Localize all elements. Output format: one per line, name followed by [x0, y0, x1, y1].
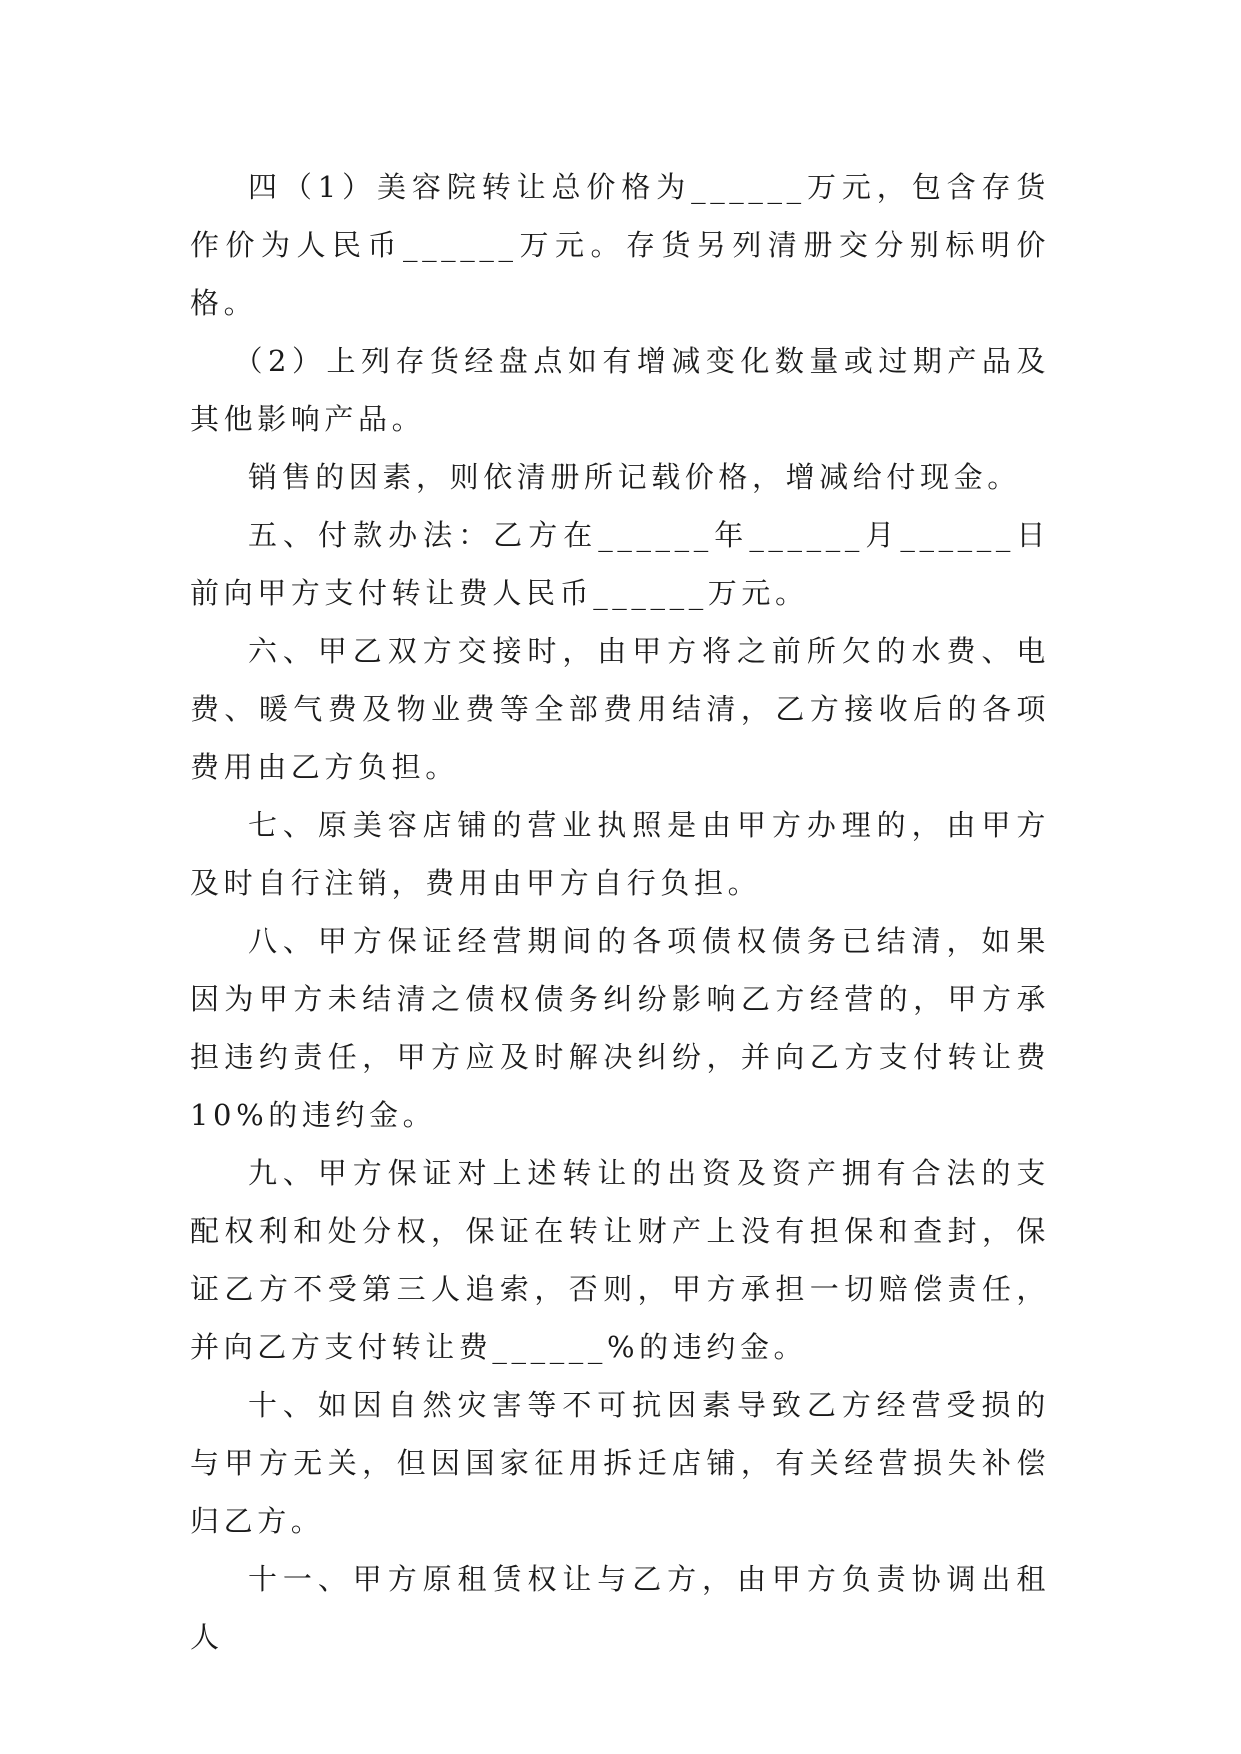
- clause-9-ownership-guarantee: 九、甲方保证对上述转让的出资及资产拥有合法的支配权利和处分权，保证在转让财产上没有担保和查封，保证乙方不受第三人追索，否则，甲方承担一切赔偿责任，并向乙方支付转让费______%的违约金。: [190, 1156, 1050, 1364]
- clause-11-lease-transfer: 十一、甲方原租赁权让与乙方，由甲方负责协调出租人: [190, 1562, 1050, 1654]
- clause-5-payment: 五、付款办法：乙方在______年______月______日前向甲方支付转让费人民币______万元。: [190, 518, 1050, 610]
- document-body: [190, 158, 1050, 1666]
- clause-6-handover-fees: 六、甲乙双方交接时，由甲方将之前所欠的水费、电费、暖气费及物业费等全部费用结清，乙方接收后的各项费用由乙方负担。: [190, 634, 1050, 784]
- clause-4-price: 四（1）美容院转让总价格为______万元，包含存货作价为人民币______万元。存货另列清册交分别标明价格。: [190, 170, 1050, 320]
- clause-7-business-license: 七、原美容店铺的营业执照是由甲方办理的，由甲方及时自行注销，费用由甲方自行负担。: [190, 808, 1050, 900]
- clause-4-inventory-change: （2）上列存货经盘点如有增减变化数量或过期产品及其他影响产品。: [190, 344, 1050, 436]
- clause-4-sales-factor: 销售的因素，则依清册所记载价格，增减给付现金。: [248, 460, 1021, 494]
- clause-8-debts: 八、甲方保证经营期间的各项债权债务已结清，如果因为甲方未结清之债权债务纠纷影响乙方经营的，甲方承担违约责任，甲方应及时解决纠纷，并向乙方支付转让费 10%的违约金。: [190, 924, 1050, 1132]
- clause-10-force-majeure: 十、如因自然灾害等不可抗因素导致乙方经营受损的与甲方无关，但因国家征用拆迁店铺，有关经营损失补偿归乙方。: [190, 1388, 1050, 1538]
